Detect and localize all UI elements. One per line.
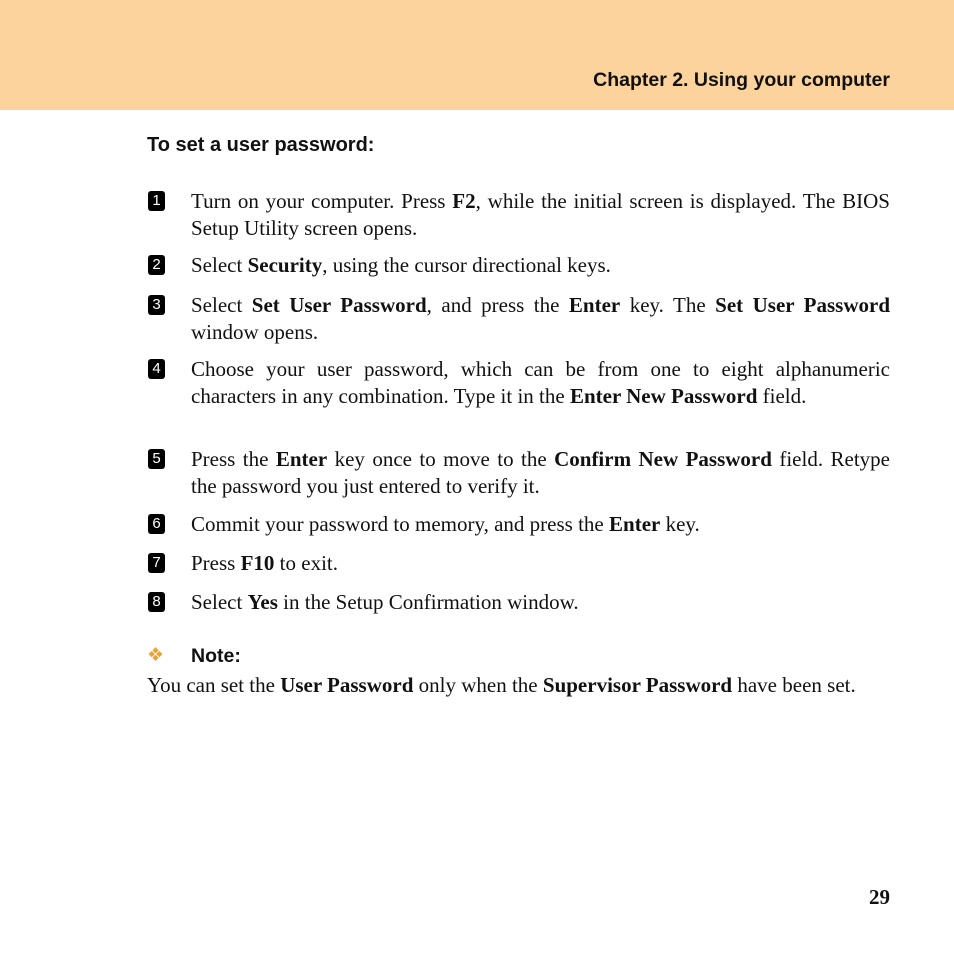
text-run: only when the	[413, 673, 543, 697]
text-run: , while the initial screen is displayed. The BIOS Setup Utility screen opens.	[191, 189, 890, 240]
step-3	[147, 292, 890, 345]
step-number-badge: 1	[148, 191, 165, 211]
four-diamond-icon: ❖	[147, 644, 165, 666]
step-4	[147, 356, 890, 409]
note-body	[147, 671, 890, 700]
step-number-badge: 5	[148, 449, 165, 469]
bold-term: Set User Password	[715, 293, 891, 317]
text-run: key.	[660, 512, 700, 536]
text-run: field. Retype the password you just entered to verify it.	[191, 447, 890, 498]
step-7	[147, 550, 890, 577]
note-label: Note:	[191, 645, 241, 667]
step-number-badge: 4	[148, 359, 165, 379]
step-number-badge: 8	[148, 592, 165, 612]
text-run: Select	[191, 293, 252, 317]
text-run: have been set.	[732, 673, 856, 697]
step-text	[191, 446, 890, 499]
step-text	[191, 252, 890, 279]
text-run: window opens.	[191, 319, 319, 344]
step-text	[191, 292, 890, 345]
step-text	[191, 356, 890, 409]
header-band	[0, 0, 954, 110]
step-5	[147, 446, 890, 499]
bold-term: Confirm New Password	[554, 447, 772, 471]
text-run: , and press the	[426, 293, 569, 317]
text-run: key. The	[620, 293, 716, 317]
bold-term: Enter	[275, 447, 328, 471]
text-run: Select	[191, 253, 248, 277]
step-1	[147, 188, 890, 241]
text-run: Choose your user password, which can be from one to eight alphanumeric characters in any combination. Type it in the	[191, 357, 890, 408]
bold-term: User Password	[280, 673, 414, 697]
bold-term: F10	[240, 551, 275, 575]
step-2	[147, 252, 890, 279]
text-run: to exit.	[274, 551, 338, 575]
text-run: Commit your password to memory, and press the	[191, 512, 610, 536]
bold-term: Enter	[568, 293, 621, 317]
step-6	[147, 511, 890, 538]
text-run: , using the cursor directional keys.	[322, 253, 611, 277]
text-run: Turn on your computer. Press	[191, 189, 453, 213]
bold-term: Set User Password	[251, 293, 427, 317]
text-run: in the Setup Confirmation window.	[277, 590, 579, 614]
bold-term: Security	[247, 253, 323, 277]
section-heading: To set a user password:	[147, 134, 375, 156]
text-run: You can set the	[147, 673, 281, 697]
bold-term: Enter	[609, 512, 661, 536]
text-run: Press the	[191, 447, 276, 471]
text-run: key once to move to the	[327, 447, 555, 471]
step-8	[147, 589, 890, 616]
bold-term: Supervisor Password	[542, 673, 733, 697]
step-number-badge: 2	[148, 255, 165, 275]
step-number-badge: 6	[148, 514, 165, 534]
page-number: 29	[869, 885, 890, 909]
bold-term: Yes	[247, 590, 278, 614]
bold-term: Enter New Password	[569, 383, 758, 408]
step-text	[191, 589, 890, 616]
step-text	[191, 188, 890, 241]
bold-term: F2	[452, 189, 476, 213]
text-run: Select	[191, 590, 248, 614]
text-run: field.	[757, 383, 807, 408]
step-number-badge: 7	[148, 553, 165, 573]
text-run: Press	[191, 551, 241, 575]
step-number-badge: 3	[148, 295, 165, 315]
chapter-title: Chapter 2. Using your computer	[593, 69, 890, 91]
step-text	[191, 550, 890, 577]
step-text	[191, 511, 890, 538]
